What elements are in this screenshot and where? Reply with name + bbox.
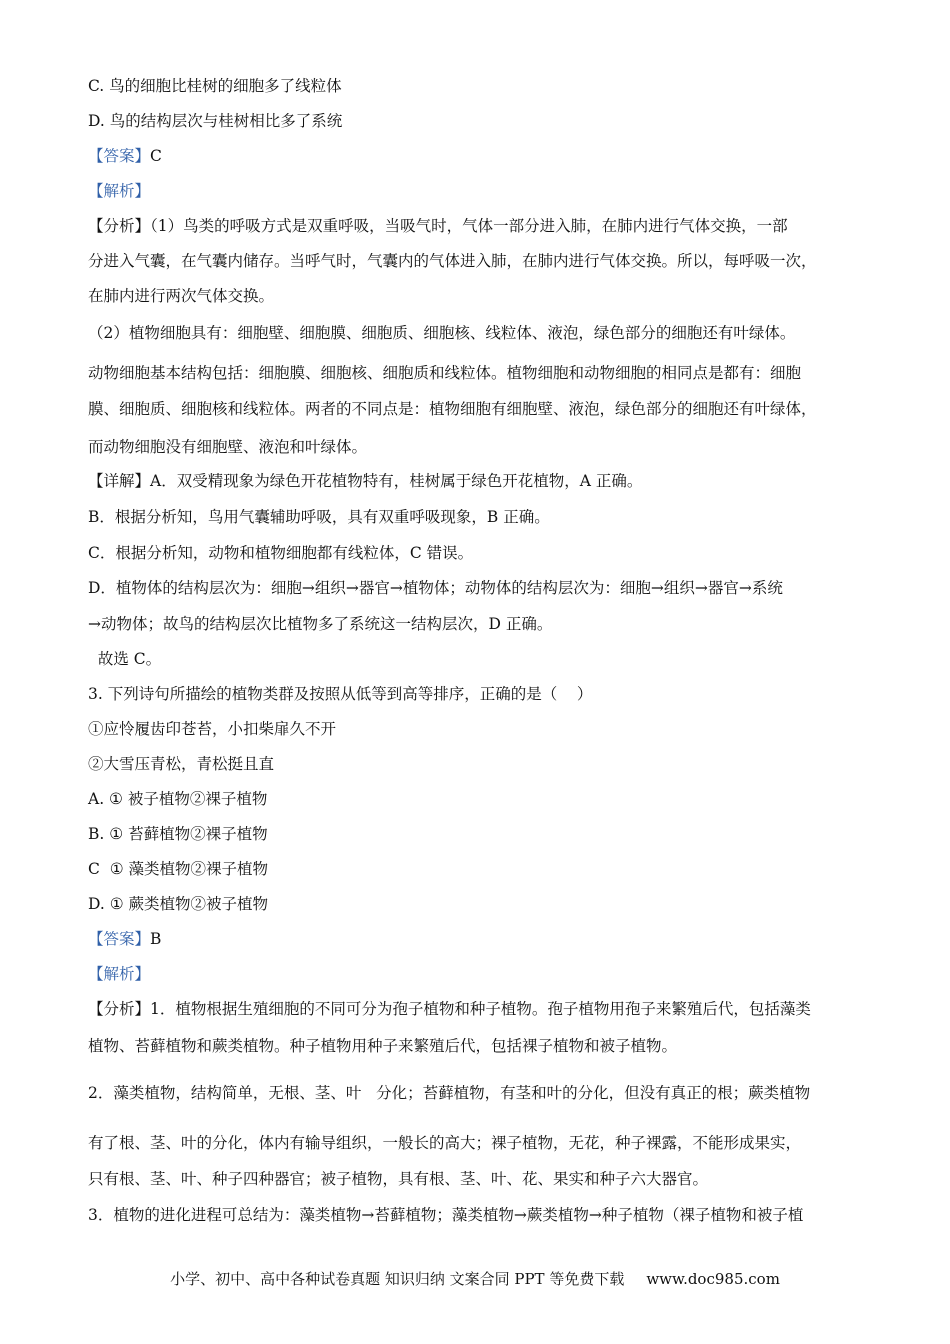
q3-option-d: D. ① 蕨类植物②被子植物 xyxy=(88,895,269,913)
q3-option-a: A. ① 被子植物②裸子植物 xyxy=(88,790,268,808)
q2-xiangjie-line: B．根据分析知，鸟用气囊辅助呼吸，具有双重呼吸现象，B 正确。 xyxy=(88,508,550,526)
q2-conclusion: 故选 C。 xyxy=(88,650,162,668)
q3-poem-2: ②大雪压青松，青松挺且直 xyxy=(88,755,275,773)
q2-xiangjie-line: →动物体；故鸟的结构层次比植物多了系统这一结构层次，D 正确。 xyxy=(88,615,553,633)
fenxi-tag: 【分析】 xyxy=(88,1000,151,1018)
q3-analysis-heading: 【解析】 xyxy=(88,965,151,983)
q2-fenxi-line: 膜、细胞质、细胞核和线粒体。两者的不同点是：植物细胞有细胞壁、液泡，绿色部分的细胞还有叶绿体， xyxy=(88,400,817,418)
footer-url[interactable]: www.doc985.com xyxy=(646,1270,780,1288)
answer-value: C xyxy=(150,147,162,165)
fenxi-text: （1）鸟类的呼吸方式是双重呼吸，当吸气时，气体一部分进入肺，在肺内进行气体交换，一部 xyxy=(150,217,788,235)
q2-xiangjie-line: C．根据分析知，动物和植物细胞都有线粒体，C 错误。 xyxy=(88,544,474,562)
q2-fenxi-line: 分进入气囊，在气囊内储存。当呼气时，气囊内的气体进入肺，在肺内进行气体交换。所以，每呼吸一次， xyxy=(88,252,817,270)
q3-fenxi-line: 只有根、茎、叶、种子四种器官；被子植物，具有根、茎、叶、花、果实和种子六大器官。 xyxy=(88,1170,709,1188)
q2-xiangjie-line xyxy=(88,470,870,492)
fenxi-tag: 【分析】 xyxy=(88,217,151,235)
q2-analysis-heading: 【解析】 xyxy=(88,182,151,200)
q3-stem: 3. 下列诗句所描绘的植物类群及按照从低等到高等排序，正确的是（ ） xyxy=(88,685,593,703)
q3-option-c: C ① 藻类植物②裸子植物 xyxy=(88,860,269,878)
q3-poem-1: ①应怜履齿印苍苔，小扣柴扉久不开 xyxy=(88,720,337,738)
q2-answer xyxy=(88,145,870,167)
q3-fenxi-line: 2．藻类植物，结构简单，无根、茎、叶 分化；苔藓植物，有茎和叶的分化，但没有真正的根；蕨类植物 xyxy=(88,1084,811,1102)
xiangjie-tag: 【详解】 xyxy=(88,472,151,490)
q2-fenxi-line: 在肺内进行两次气体交换。 xyxy=(88,287,275,305)
q2-option-c: C. 鸟的细胞比桂树的细胞多了线粒体 xyxy=(88,77,342,95)
footer-text: 小学、初中、高中各种试卷真题 知识归纳 文案合同 PPT 等免费下载 xyxy=(170,1270,625,1288)
q2-option-d: D. 鸟的结构层次与桂树相比多了系统 xyxy=(88,112,343,130)
q2-fenxi-line xyxy=(88,215,870,237)
answer-tag: 【答案】 xyxy=(88,930,151,948)
q3-fenxi-line xyxy=(88,998,870,1020)
fenxi-text: 1．植物根据生殖细胞的不同可分为孢子植物和种子植物。孢子植物用孢子来繁殖后代，包括藻类 xyxy=(150,1000,811,1018)
xiangjie-text: A．双受精现象为绿色开花植物特有，桂树属于绿色开花植物，A 正确。 xyxy=(150,472,643,490)
q2-fenxi-line: 动物细胞基本结构包括：细胞膜、细胞核、细胞质和线粒体。植物细胞和动物细胞的相同点是都有：细胞 xyxy=(88,364,802,382)
q3-fenxi-line: 有了根、茎、叶的分化，体内有输导组织，一般长的高大；裸子植物，无花，种子裸露，不能形成果实， xyxy=(88,1134,802,1152)
q2-fenxi-line: （2）植物细胞具有：细胞壁、细胞膜、细胞质、细胞核、线粒体、液泡，绿色部分的细胞还有叶绿体。 xyxy=(88,324,796,342)
q3-fenxi-line: 植物、苔藓植物和蕨类植物。种子植物用种子来繁殖后代，包括裸子植物和被子植物。 xyxy=(88,1037,678,1055)
q2-fenxi-line: 而动物细胞没有细胞壁、液泡和叶绿体。 xyxy=(88,438,368,456)
q3-answer xyxy=(88,928,870,950)
q3-fenxi-line: 3．植物的进化进程可总结为：藻类植物→苔藓植物；藻类植物→蕨类植物→种子植物（裸子植物和被子植 xyxy=(88,1206,804,1224)
q2-xiangjie-line: D．植物体的结构层次为：细胞→组织→器官→植物体；动物体的结构层次为：细胞→组织→器官→系统 xyxy=(88,579,783,597)
answer-value: B xyxy=(150,930,162,948)
answer-tag: 【答案】 xyxy=(88,147,151,165)
page-footer xyxy=(0,1268,950,1290)
q3-option-b: B. ① 苔藓植物②裸子植物 xyxy=(88,825,268,843)
